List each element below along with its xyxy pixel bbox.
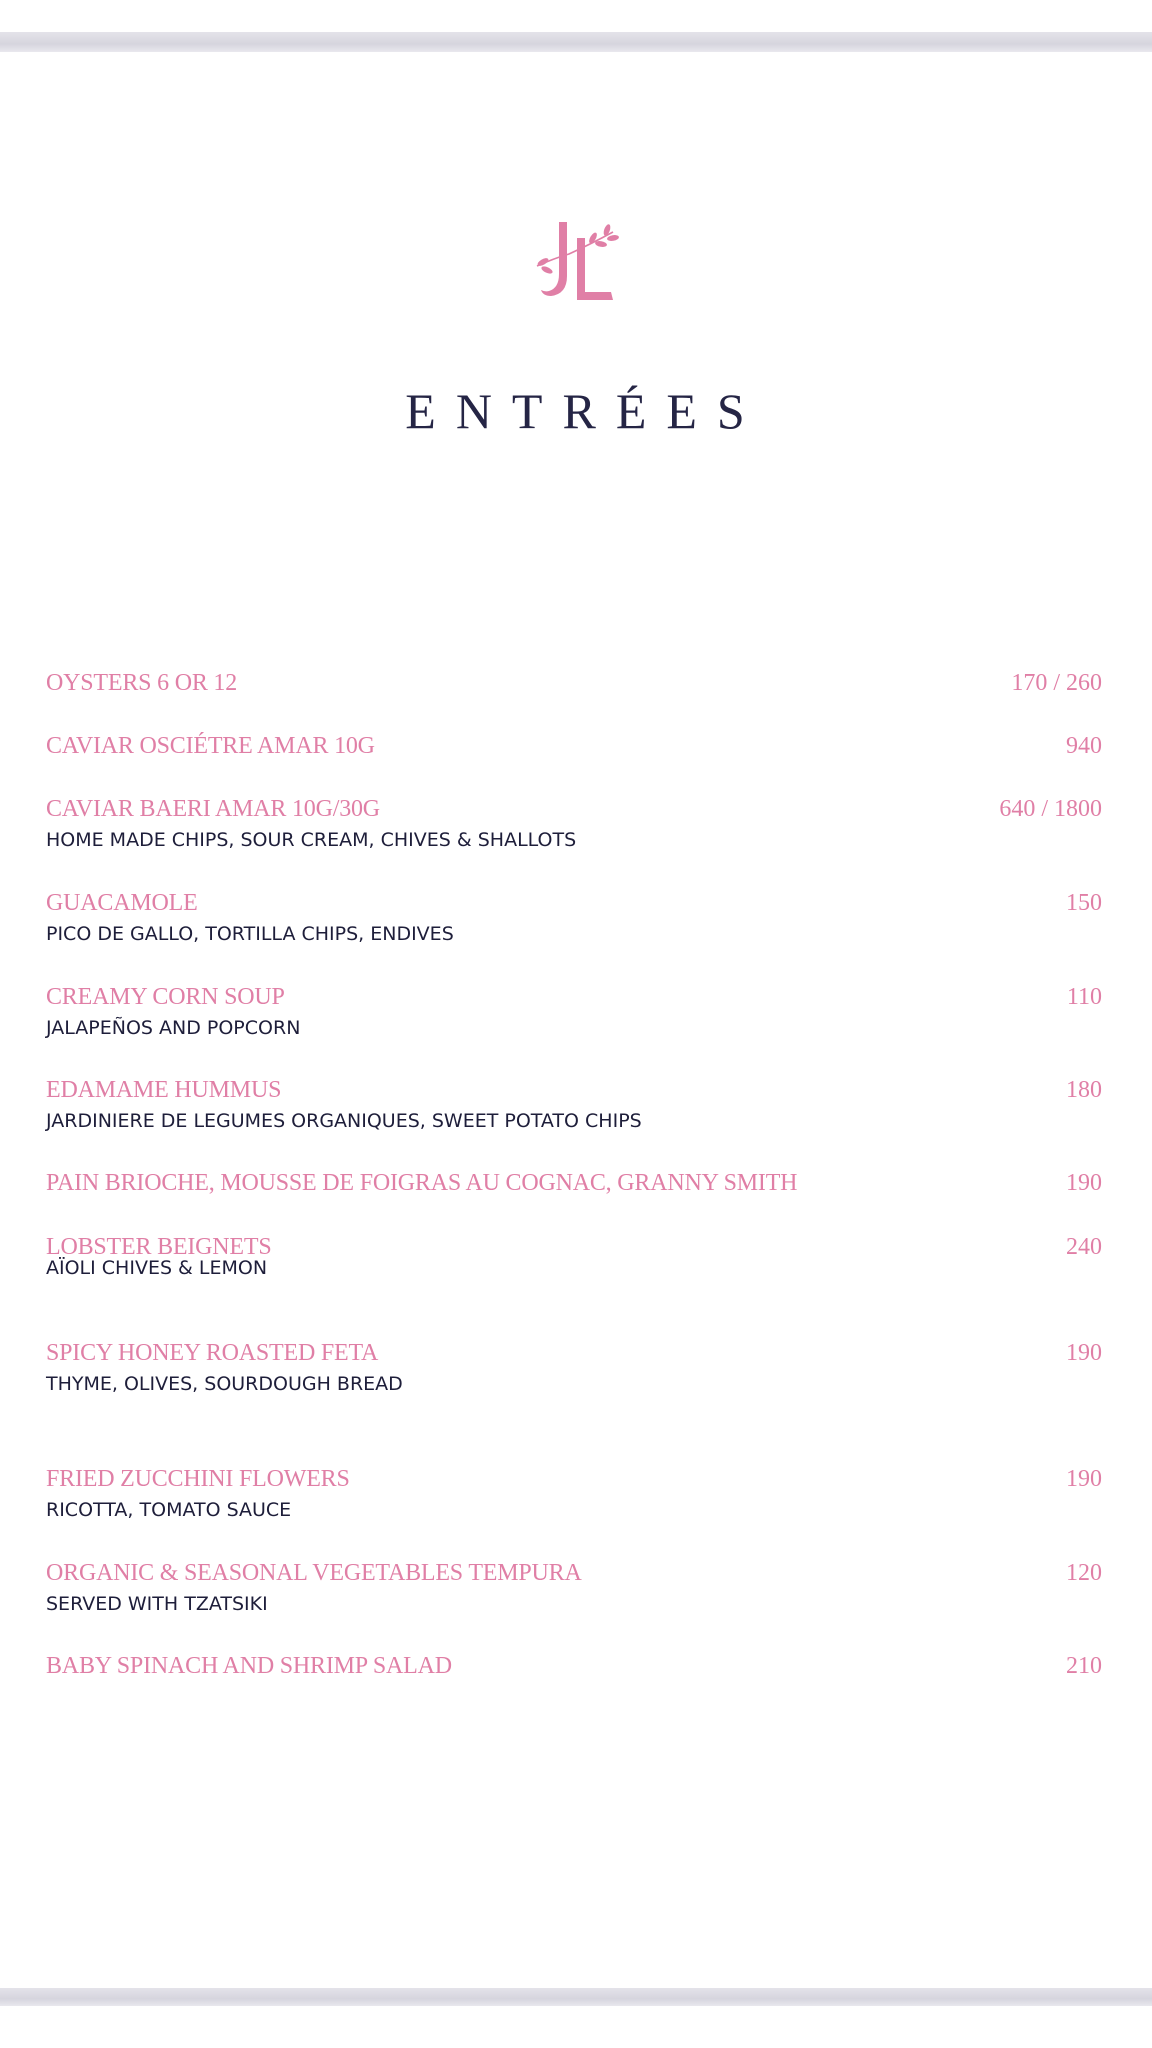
menu-item [46,1558,1102,1651]
bottom-divider-bar [0,1988,1152,2006]
item-name: CAVIAR BAERI AMAR 10G/30G [46,796,380,822]
item-price: 150 [1066,890,1102,916]
item-name: EDAMAME HUMMUS [46,1077,282,1103]
item-description: JALAPEÑOS AND POPCORN [46,1017,301,1039]
item-price: 940 [1066,733,1102,759]
menu-list [46,668,1102,1691]
menu-item [46,1651,1102,1691]
menu-item [46,1075,1102,1168]
item-price: 190 [1066,1466,1102,1492]
item-description: RICOTTA, TOMATO SAUCE [46,1499,292,1521]
item-price: 640 / 1800 [999,796,1102,822]
menu-item [46,1464,1102,1558]
menu-item [46,1168,1102,1232]
menu-item [46,982,1102,1075]
menu-item [46,794,1102,888]
item-price: 170 / 260 [1011,670,1102,696]
item-description: AÏOLI CHIVES & LEMON [46,1257,268,1279]
item-price: 190 [1066,1340,1102,1366]
menu-item [46,1338,1102,1464]
item-description: HOME MADE CHIPS, SOUR CREAM, CHIVES & SHALLOTS [46,829,577,851]
item-price: 190 [1066,1170,1102,1196]
item-description: PICO DE GALLO, TORTILLA CHIPS, ENDIVES [46,923,454,945]
menu-item [46,1232,1102,1338]
page-title: ENTRÉES [405,383,765,439]
item-name: GUACAMOLE [46,890,198,916]
item-price: 120 [1066,1560,1102,1586]
jl-monogram-leaf-icon [533,218,619,304]
item-name: SPICY HONEY ROASTED FETA [46,1340,379,1366]
item-name: CREAMY CORN SOUP [46,984,285,1010]
item-description: THYME, OLIVES, SOURDOUGH BREAD [46,1373,403,1395]
top-divider-bar [0,32,1152,52]
item-price: 180 [1066,1077,1102,1103]
item-name: FRIED ZUCCHINI FLOWERS [46,1466,350,1492]
item-description: SERVED WITH TZATSIKI [46,1593,268,1615]
item-description: JARDINIERE DE LEGUMES ORGANIQUES, SWEET POTATO CHIPS [46,1110,642,1132]
item-name: LOBSTER BEIGNETS [46,1234,272,1260]
menu-item [46,668,1102,731]
menu-item [46,888,1102,982]
menu-item [46,731,1102,794]
item-name: BABY SPINACH AND SHRIMP SALAD [46,1653,452,1679]
item-name: CAVIAR OSCIÉTRE AMAR 10G [46,733,375,759]
item-name: OYSTERS 6 OR 12 [46,670,238,696]
item-price: 240 [1066,1234,1102,1260]
item-name: PAIN BRIOCHE, MOUSSE DE FOIGRAS AU COGNAC, GRANNY SMITH [46,1170,798,1196]
item-price: 210 [1066,1653,1102,1679]
item-price: 110 [1066,984,1102,1010]
item-name: ORGANIC & SEASONAL VEGETABLES TEMPURA [46,1560,582,1586]
